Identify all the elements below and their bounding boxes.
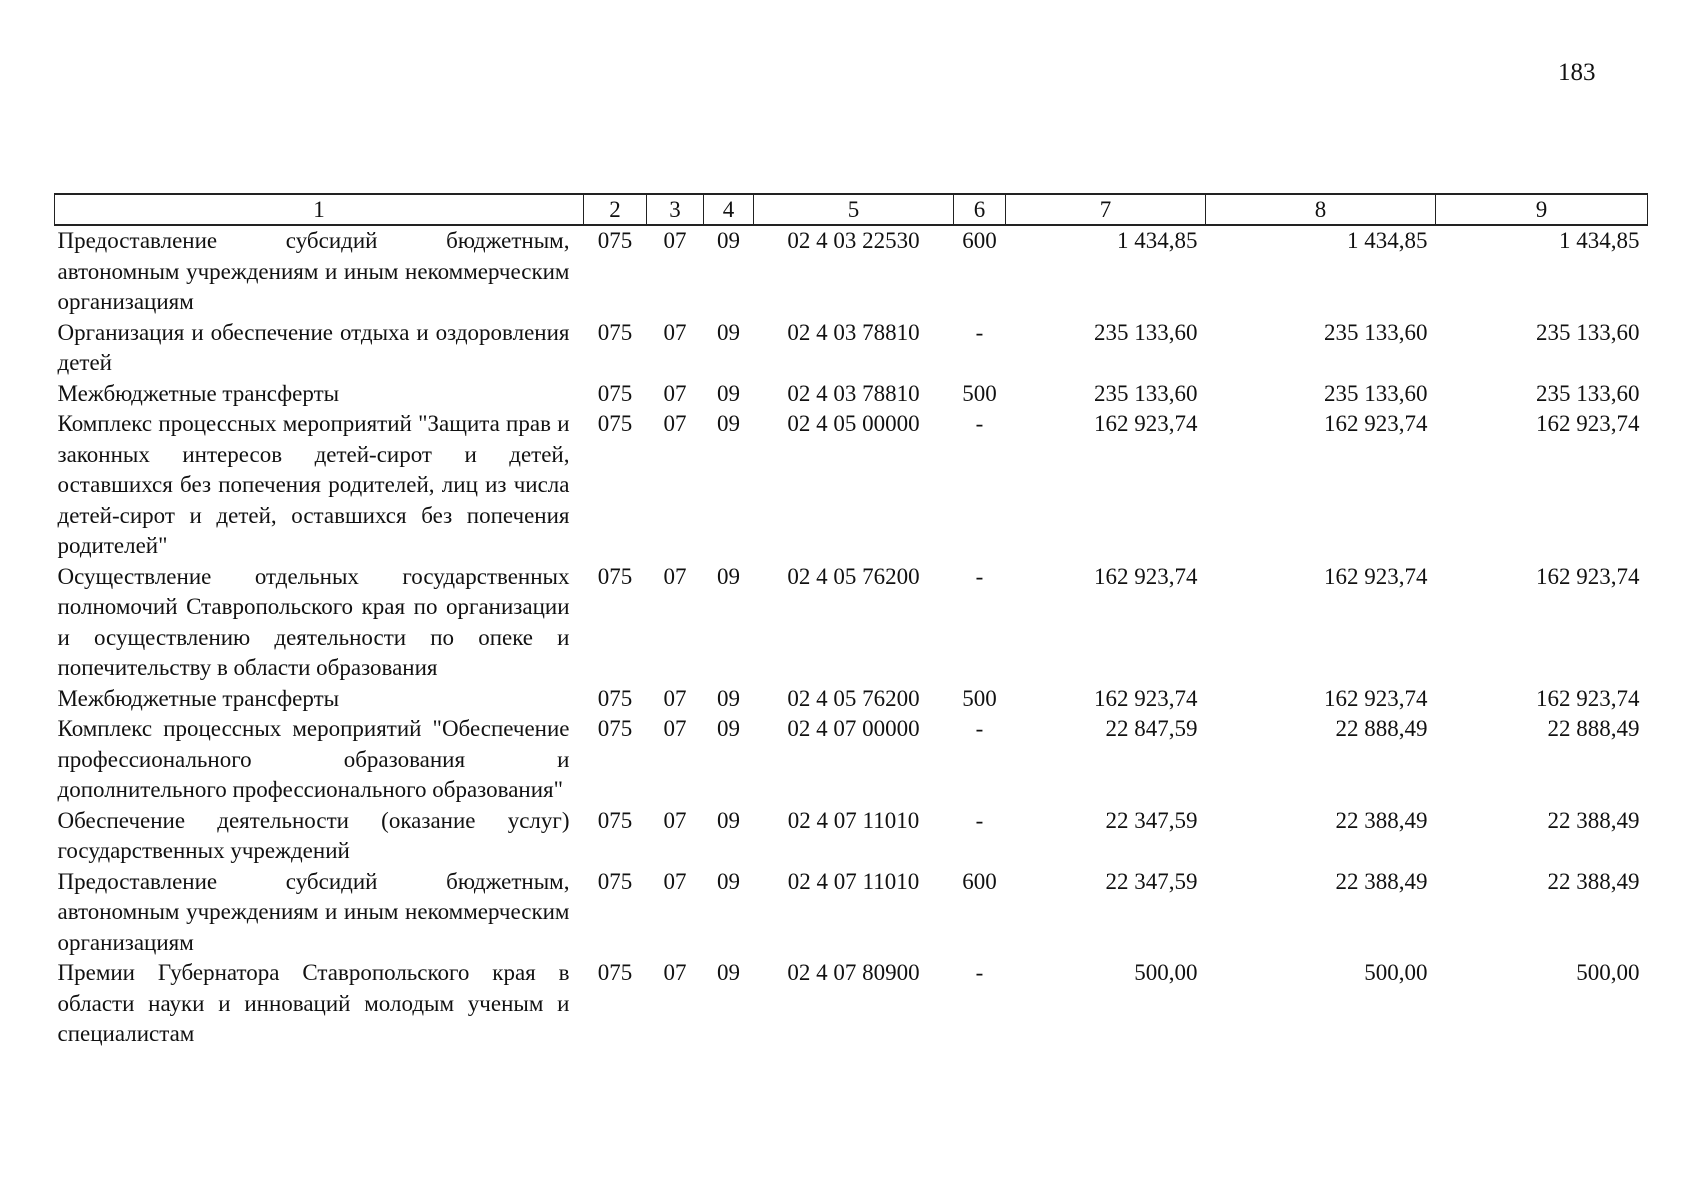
cell-col5: 02 4 07 11010 <box>787 868 920 894</box>
header-cell: 2 <box>584 194 647 225</box>
cell-col7: 235 133,60 <box>1094 380 1198 406</box>
table-row <box>55 409 1648 562</box>
cell-col4: 09 <box>717 716 740 741</box>
cell-col8: 235 133,60 <box>1324 380 1428 406</box>
cell-col8: 500,00 <box>1364 960 1428 985</box>
cell-col2: 075 <box>597 319 633 345</box>
row-name: Предоставление субсидий бюджетным, автономным учреждениям и иным некоммерческим организациям <box>57 228 570 314</box>
header-cell: 1 <box>55 194 584 225</box>
cell-col2: 075 <box>597 868 633 894</box>
cell-col6: - <box>975 807 984 833</box>
header-row <box>55 194 1648 225</box>
row-name: Премии Губернатора Ставропольского края в области науки и инноваций молодым ученым и специалистам <box>57 960 570 1046</box>
table-row <box>55 867 1648 959</box>
cell-col6: 500 <box>962 380 997 406</box>
row-name: Обеспечение деятельности (оказание услуг) государственных учреждений <box>57 807 570 863</box>
table-row <box>55 562 1648 684</box>
cell-col4: 09 <box>717 807 740 833</box>
cell-col8: 22 888,49 <box>1335 716 1428 741</box>
cell-col3: 07 <box>663 960 687 985</box>
cell-col8: 162 923,74 <box>1324 563 1428 589</box>
cell-col5: 02 4 07 00000 <box>787 716 920 741</box>
cell-col6: - <box>975 563 984 589</box>
cell-col8: 235 133,60 <box>1324 319 1428 345</box>
row-name: Предоставление субсидий бюджетным, автономным учреждениям и иным некоммерческим организациям <box>57 868 570 955</box>
cell-col2: 075 <box>597 807 633 833</box>
cell-col4: 09 <box>717 411 740 436</box>
cell-col6: - <box>975 319 984 345</box>
cell-col6: 600 <box>962 228 997 253</box>
cell-col4: 09 <box>717 319 740 345</box>
budget-table <box>54 193 1648 1050</box>
cell-col7: 235 133,60 <box>1094 319 1198 345</box>
cell-col2: 075 <box>597 411 633 436</box>
cell-col3: 07 <box>663 716 687 741</box>
cell-col7: 162 923,74 <box>1094 685 1198 711</box>
cell-col4: 09 <box>717 960 740 985</box>
cell-col4: 09 <box>717 868 740 894</box>
cell-col5: 02 4 05 76200 <box>787 563 920 589</box>
cell-col2: 075 <box>597 563 633 589</box>
cell-col5: 02 4 05 76200 <box>787 685 920 711</box>
header-cell: 6 <box>954 194 1006 225</box>
row-name: Комплекс процессных мероприятий "Защита прав и законных интересов детей-сирот и детей, оставшихся без попечения родителей, лиц из числа детей-сирот и детей, оставшихся без попечения родителей" <box>57 411 570 558</box>
cell-col5: 02 4 05 00000 <box>787 411 920 436</box>
cell-col5: 02 4 07 11010 <box>787 807 920 833</box>
cell-col8: 22 388,49 <box>1335 807 1428 833</box>
cell-col8: 162 923,74 <box>1324 685 1428 711</box>
row-name: Комплекс процессных мероприятий "Обеспечение профессионального образования и дополнительного профессионального образования" <box>57 716 570 802</box>
cell-col6: 500 <box>962 685 997 711</box>
cell-col6: 600 <box>962 868 997 894</box>
cell-col6: - <box>975 716 984 741</box>
cell-col7: 162 923,74 <box>1094 411 1198 436</box>
header-cell: 4 <box>704 194 754 225</box>
cell-col6: - <box>975 960 984 985</box>
cell-col9: 500,00 <box>1576 960 1640 985</box>
table-row <box>55 379 1648 410</box>
cell-col9: 22 388,49 <box>1547 807 1640 833</box>
cell-col8: 22 388,49 <box>1335 868 1428 894</box>
cell-col2: 075 <box>597 716 633 741</box>
cell-col2: 075 <box>597 685 633 711</box>
header-cell: 8 <box>1206 194 1436 225</box>
cell-col3: 07 <box>663 319 687 345</box>
cell-col8: 162 923,74 <box>1324 411 1428 436</box>
table-row <box>55 225 1648 318</box>
cell-col9: 1 434,85 <box>1559 228 1640 253</box>
row-name: Осуществление отдельных государственных полномочий Ставропольского края по организации и осуществлению деятельности по опеке и попечительству в области образования <box>57 563 570 680</box>
cell-col7: 22 347,59 <box>1105 807 1198 833</box>
cell-col2: 075 <box>597 960 633 985</box>
cell-col9: 162 923,74 <box>1536 563 1640 589</box>
cell-col3: 07 <box>663 411 687 436</box>
cell-col9: 162 923,74 <box>1536 685 1640 711</box>
cell-col7: 500,00 <box>1134 960 1198 985</box>
header-cell: 5 <box>754 194 954 225</box>
cell-col8: 1 434,85 <box>1347 228 1428 253</box>
cell-col3: 07 <box>663 685 687 711</box>
cell-col5: 02 4 03 78810 <box>787 319 920 345</box>
cell-col3: 07 <box>663 380 687 406</box>
table-row <box>55 958 1648 1050</box>
table-row <box>55 318 1648 379</box>
cell-col9: 22 388,49 <box>1547 868 1640 894</box>
cell-col6: - <box>975 411 984 436</box>
row-name: Межбюджетные трансферты <box>57 685 340 711</box>
cell-col3: 07 <box>663 868 687 894</box>
cell-col5: 02 4 03 22530 <box>787 228 920 253</box>
cell-col2: 075 <box>597 228 633 253</box>
cell-col4: 09 <box>717 563 740 589</box>
cell-col3: 07 <box>663 228 687 253</box>
cell-col3: 07 <box>663 807 687 833</box>
cell-col7: 1 434,85 <box>1117 228 1198 253</box>
header-cell: 9 <box>1436 194 1648 225</box>
cell-col4: 09 <box>717 228 740 253</box>
table-row <box>55 684 1648 715</box>
cell-col3: 07 <box>663 563 687 589</box>
table-row <box>55 806 1648 867</box>
cell-col9: 235 133,60 <box>1536 380 1640 406</box>
cell-col5: 02 4 03 78810 <box>787 380 920 406</box>
row-name: Организация и обеспечение отдыха и оздоровления детей <box>57 319 570 375</box>
cell-col4: 09 <box>717 380 740 406</box>
page-number: 183 <box>1558 59 1596 86</box>
cell-col7: 162 923,74 <box>1094 563 1198 589</box>
cell-col4: 09 <box>717 685 740 711</box>
header-cell: 7 <box>1006 194 1206 225</box>
cell-col9: 162 923,74 <box>1536 411 1640 436</box>
cell-col7: 22 847,59 <box>1105 716 1198 741</box>
cell-col9: 22 888,49 <box>1547 716 1640 741</box>
cell-col9: 235 133,60 <box>1536 319 1640 345</box>
header-cell: 3 <box>647 194 704 225</box>
table-row <box>55 714 1648 806</box>
cell-col2: 075 <box>597 380 633 406</box>
cell-col7: 22 347,59 <box>1105 868 1198 894</box>
row-name: Межбюджетные трансферты <box>57 380 340 406</box>
cell-col5: 02 4 07 80900 <box>787 960 920 985</box>
